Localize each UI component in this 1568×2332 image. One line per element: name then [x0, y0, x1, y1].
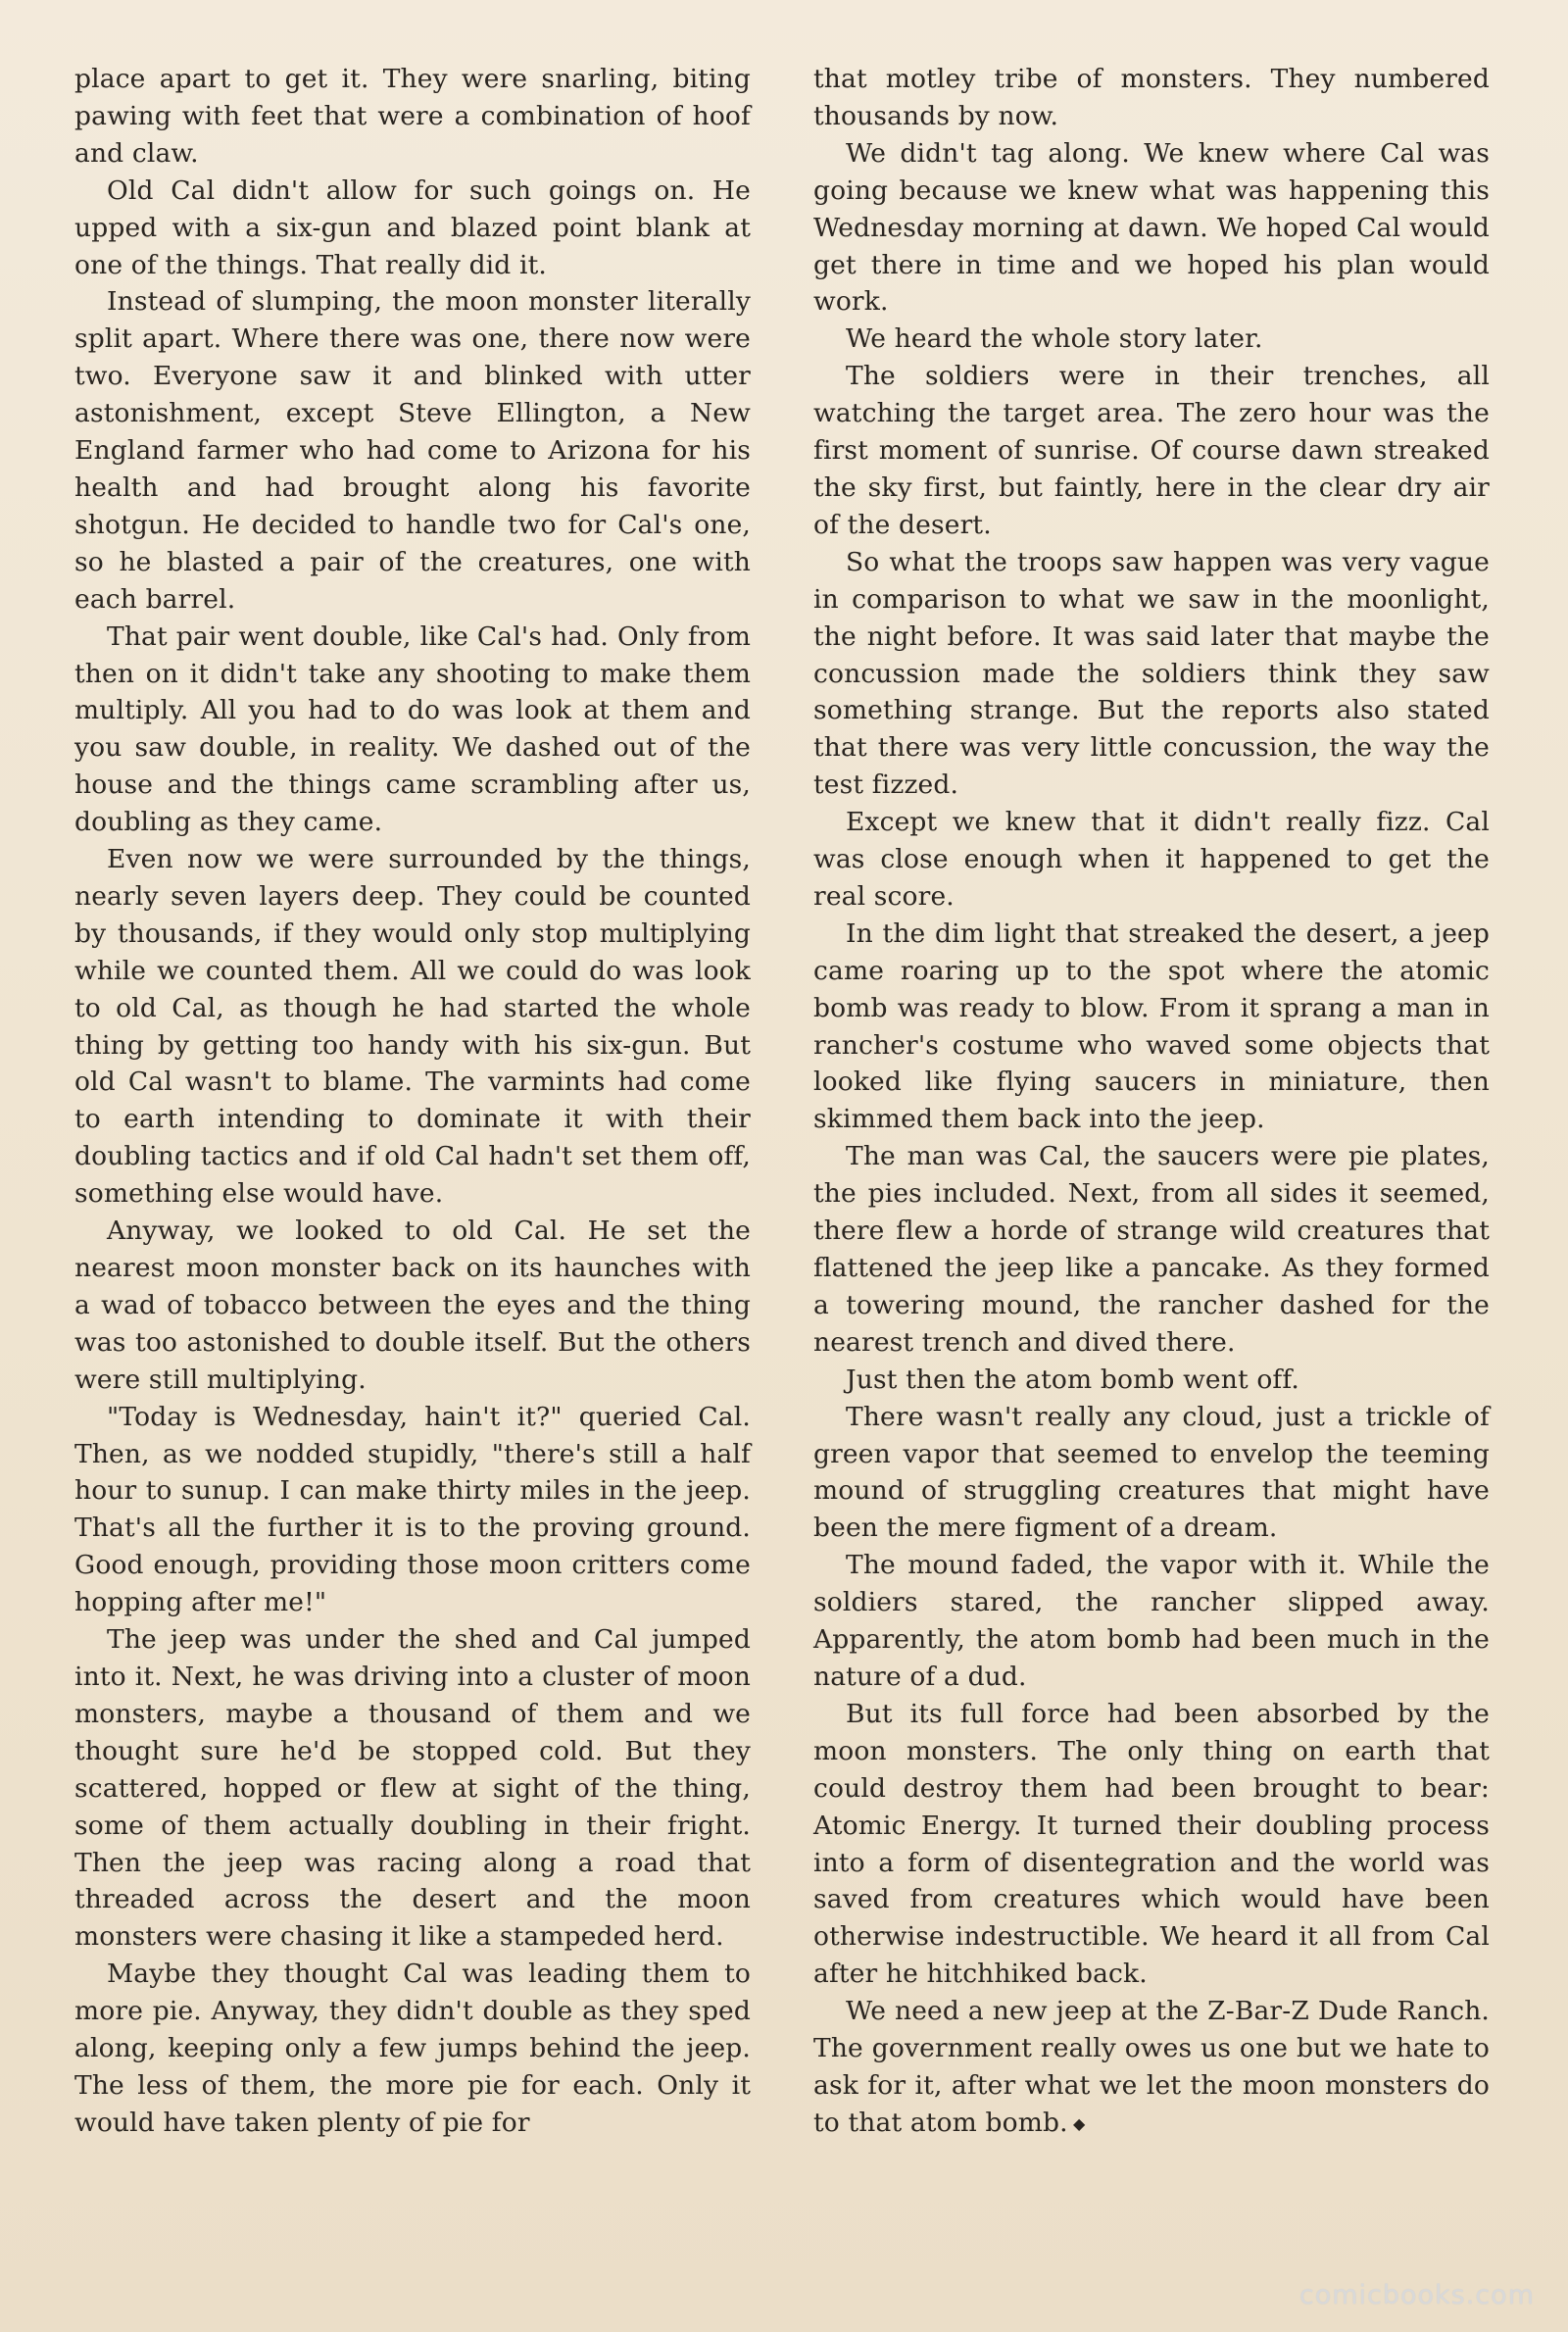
paragraph: Except we knew that it didn't really fizz. Cal was close enough when it happened to get the real score.	[813, 807, 1490, 912]
paragraph: That pair went double, like Cal's had. Only from then on it didn't take any shooting to make them multiply. All you had to do was look at them and you saw double, in reality. We dashed out of the house and the things came scrambling after us, doubling as they came.	[74, 620, 751, 838]
final-paragraph: We need a new jeep at the Z-Bar-Z Dude Ranch. The government really owes us one but we hate to ask for it, after what we let the moon monsters do to that atom bomb. ◆	[813, 1993, 1490, 2143]
paragraph: Old Cal didn't allow for such goings on. He upped with a six-gun and blazed point blank at one of the things. That really did it.	[74, 174, 751, 280]
paragraph: Instead of slumping, the moon monster literally split apart. Where there was one, there now were two. Everyone saw it and blinked with utter astonishment, except Steve Ellington, a New England farmer who had come to Arizona for his health and had brought along his favorite shotgun. He decided to handle two for Cal's one, so he blasted a pair of the creatures, one with each barrel.	[74, 286, 751, 615]
paragraph: In the dim light that streaked the desert, a jeep came roaring up to the spot where the atomic bomb was ready to blow. From it sprang a man in rancher's costume who waved some objects that looked like flying saucers in miniature, then skimmed them back into the jeep.	[813, 918, 1490, 1135]
paragraph: Maybe they thought Cal was leading them to more pie. Anyway, they didn't double as they sped along, keeping only a few jumps behind the jeep. The less of them, the more pie for each. Only it would have taken plenty of pie for	[74, 1959, 751, 2138]
paragraph: We heard the whole story later.	[846, 323, 1263, 355]
paragraph: The soldiers were in their trenches, all watching the target area. The zero hour was the first moment of sunrise. Of course dawn streaked the sky first, but faintly, here in the clear dry air of the desert.	[813, 361, 1490, 540]
paragraph: We didn't tag along. We knew where Cal was going because we knew what was happening this Wednesday morning at dawn. We hoped Cal would get there in time and we hoped his plan would work.	[813, 137, 1490, 318]
paragraph: Just then the atom bomb went off.	[846, 1364, 1299, 1395]
paragraph: Anyway, we looked to old Cal. He set the nearest moon monster back on its haunches with a wad of tobacco between the eyes and the thing was too astonished to double itself. But the others were still multiplying.	[74, 1216, 751, 1395]
right-text-column	[813, 61, 1490, 2143]
paragraph: Even now we were surrounded by the things, nearly seven layers deep. They could be counted by thousands, if they would only stop multiplying while we counted them. All we could do was look to old Cal, as though he had started the whole thing by getting too handy with his six-gun. But old Cal wasn't to blame. The varmints had come to earth intending to dominate it with their doubling tactics and if old Cal hadn't set them off, something else would have.	[74, 844, 751, 1210]
paragraph: that motley tribe of monsters. They numbered thousands by now.	[813, 64, 1490, 131]
left-text-column	[74, 61, 751, 2142]
paragraph: The jeep was under the shed and Cal jumped into it. Next, he was driving into a cluster of moon monsters, maybe a thousand of them and we thought sure he'd be stopped cold. But they scattered, hopped or flew at sight of the thing, some of them actually doubling in their fright. Then the jeep was racing along a road that threaded across the desert and the moon monsters were chasing it like a stampeded herd.	[74, 1624, 751, 1953]
paragraph: "Today is Wednesday, hain't it?" queried Cal. Then, as we nodded stupidly, "there's still a half hour to sunup. I can make thirty miles in the jeep. That's all the further it is to the proving ground. Good enough, providing those moon critters come hopping after me!"	[74, 1401, 751, 1618]
paragraph: There wasn't really any cloud, just a trickle of green vapor that seemed to envelop the teeming mound of struggling creatures that might have been the mere figment of a dream.	[813, 1401, 1490, 1544]
paragraph: place apart to get it. They were snarling, biting pawing with feet that were a combination of hoof and claw.	[74, 64, 751, 169]
paragraph: But its full force had been absorbed by the moon monsters. The only thing on earth that could destroy them had been brought to bear: Atomic Energy. It turned their doubling process into a form of disentegration and the world was saved from creatures which would have been otherwise indestructible. We heard it all from Cal after he hitchhiked back.	[813, 1698, 1490, 1990]
paragraph: The man was Cal, the saucers were pie plates, the pies included. Next, from all sides it seemed, there flew a horde of strange wild creatures that flattened the jeep like a pancake. As they formed a towering mound, the rancher dashed for the nearest trench and dived there.	[813, 1141, 1490, 1358]
paragraph: So what the troops saw happen was very vague in comparison to what we saw in the moonlight, the night before. It was said later that maybe the concussion made the soldiers think they saw something strange. But the reports also stated that there was very little concussion, the way the test fizzed.	[813, 546, 1490, 801]
site-watermark: comicbooks.com	[1298, 2280, 1535, 2310]
paragraph: The mound faded, the vapor with it. While the soldiers stared, the rancher slipped away. Apparently, the atom bomb had been much in the nature of a dud.	[813, 1550, 1490, 1692]
